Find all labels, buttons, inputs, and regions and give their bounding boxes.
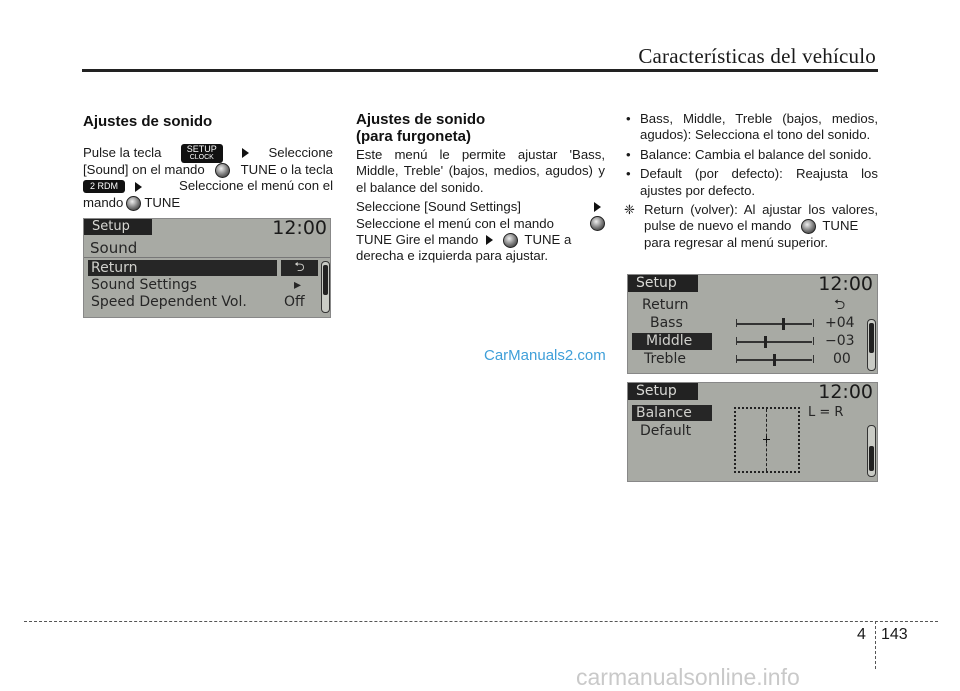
tone-label: Middle — [632, 333, 712, 350]
scrollbar[interactable] — [867, 425, 876, 477]
arrow-right-icon — [594, 202, 601, 212]
setup-clock-key-icon — [181, 144, 223, 163]
tone-label: Treble — [644, 351, 686, 367]
tone-setup-screen — [627, 274, 878, 374]
text-fragment: TUNE — [822, 218, 859, 234]
footer-rule — [24, 621, 938, 622]
screen-clock: 12:00 — [818, 382, 873, 403]
section-heading-van — [356, 111, 485, 145]
page-number-divider — [875, 621, 876, 669]
setup-key-label: SETUP — [186, 143, 217, 154]
screen-title: Setup — [628, 383, 698, 400]
balance-setup-screen — [627, 382, 878, 482]
screen-clock: 12:00 — [272, 218, 327, 239]
text-fragment: TUNE a — [524, 232, 572, 248]
col1-paragraph — [83, 144, 333, 211]
bullet-default: • Default (por defecto): Reajusta los ajustes por defecto. — [624, 166, 878, 199]
note-return — [624, 202, 878, 251]
text-fragment: derecha e izquierda para ajustar. — [356, 248, 549, 264]
screen-clock: 12:00 — [818, 274, 873, 295]
tune-knob-icon — [801, 219, 816, 234]
heading-line: Ajustes de sonido — [356, 111, 486, 128]
text-fragment: Seleccione el menú con el mando — [356, 215, 554, 231]
chevron-right-icon: ▸ — [294, 277, 302, 293]
balance-value: L = R — [808, 405, 844, 420]
text-fragment: Seleccione [Sound Settings] — [356, 199, 521, 215]
tone-value: 00 — [833, 351, 851, 367]
tune-knob-icon — [503, 233, 518, 248]
text-fragment: mando — [83, 194, 124, 210]
tone-label: Bass — [650, 315, 683, 331]
arrow-right-icon — [242, 148, 249, 158]
scroll-thumb[interactable] — [323, 265, 328, 295]
menu-item-speed-dependent-vol[interactable] — [84, 294, 330, 311]
scroll-thumb[interactable] — [869, 446, 874, 471]
menu-item-sound-settings[interactable] — [84, 277, 330, 294]
note-icon: ❈ — [624, 202, 636, 218]
menu-item-label: Return — [88, 260, 277, 276]
text-fragment: para regresar al menú superior. — [644, 234, 828, 250]
screen-title: Setup — [628, 275, 698, 292]
balance-marker-v[interactable] — [766, 436, 767, 443]
menu-item-return[interactable] — [84, 260, 330, 276]
balance-field[interactable] — [734, 407, 800, 473]
text-fragment: Seleccione — [268, 144, 333, 160]
arrow-right-icon — [135, 182, 142, 192]
text-fragment: Pulse la tecla — [83, 144, 162, 160]
bullet-balance: • Balance: Cambia el balance del sonido. — [624, 147, 878, 163]
scrollbar[interactable] — [867, 319, 876, 371]
heading-line: (para furgoneta) — [356, 128, 472, 145]
paragraph-intro: Este menú le permite ajustar 'Bass, Middle, Treble' (bajos, medios, agudos) y el balance del sonido. — [356, 147, 605, 195]
bullet-tone: • Bass, Middle, Treble (bajos, medios, agudos): Selecciona el tono del sonido. — [624, 111, 878, 144]
page-number: 143 — [881, 626, 908, 643]
clock-key-label: CLOCK — [189, 153, 214, 161]
tone-slider-thumb[interactable] — [773, 354, 776, 366]
header-rule — [82, 69, 878, 72]
return-icon: ⮌ — [834, 297, 846, 313]
tone-row-treble[interactable] — [628, 351, 877, 368]
menu-item-return[interactable] — [628, 297, 877, 314]
screen-title: Setup — [84, 219, 152, 235]
scroll-thumb[interactable] — [869, 323, 874, 353]
tone-row-middle[interactable] — [628, 333, 877, 350]
tune-knob-icon — [590, 216, 605, 231]
menu-item-value: Off — [284, 294, 305, 310]
tone-row-bass[interactable] — [628, 315, 877, 332]
menu-item-label: Balance — [632, 405, 712, 421]
return-icon: ⮌ — [281, 260, 318, 276]
section-heading-sound: Ajustes de sonido — [83, 113, 213, 130]
text-fragment: TUNE Gire el mando — [356, 232, 479, 248]
rdm-key-icon: 2 RDM — [83, 180, 125, 193]
tune-knob-icon — [126, 196, 141, 211]
tone-slider-ticks — [736, 337, 814, 345]
watermark-carmanuals2[interactable]: CarManuals2.com — [484, 347, 606, 364]
col3-text — [624, 111, 878, 251]
text-fragment: TUNE — [144, 194, 181, 210]
text-fragment: pulse de nuevo el mando — [644, 218, 792, 234]
text-fragment: [Sound] on el mando — [83, 162, 205, 177]
screen-section-title: Sound — [84, 239, 330, 258]
text-fragment: Return (volver): Al ajustar los valores, — [644, 202, 878, 218]
menu-item-label: Return — [642, 297, 689, 313]
tone-value: −03 — [825, 333, 855, 349]
menu-item-label: Speed Dependent Vol. — [91, 294, 247, 310]
chapter-number: 4 — [857, 626, 866, 643]
tone-slider-thumb[interactable] — [782, 318, 785, 330]
sound-menu-screen — [83, 218, 331, 318]
col2-paragraph — [356, 147, 605, 265]
arrow-right-icon — [486, 235, 493, 245]
watermark-carmanualsonline[interactable]: carmanualsonline.info — [576, 664, 800, 690]
text-fragment: Seleccione el menú con el — [179, 178, 333, 194]
scrollbar[interactable] — [321, 261, 330, 313]
tune-knob-icon — [215, 163, 230, 178]
tone-slider-ticks — [736, 319, 814, 327]
page-header-title: Características del vehículo — [638, 44, 876, 68]
tone-value: +04 — [825, 315, 855, 331]
text-fragment: TUNE o la tecla — [240, 162, 333, 177]
menu-item-label: Sound Settings — [91, 277, 197, 293]
menu-item-label: Default — [640, 423, 692, 439]
tone-slider-thumb[interactable] — [764, 336, 767, 348]
